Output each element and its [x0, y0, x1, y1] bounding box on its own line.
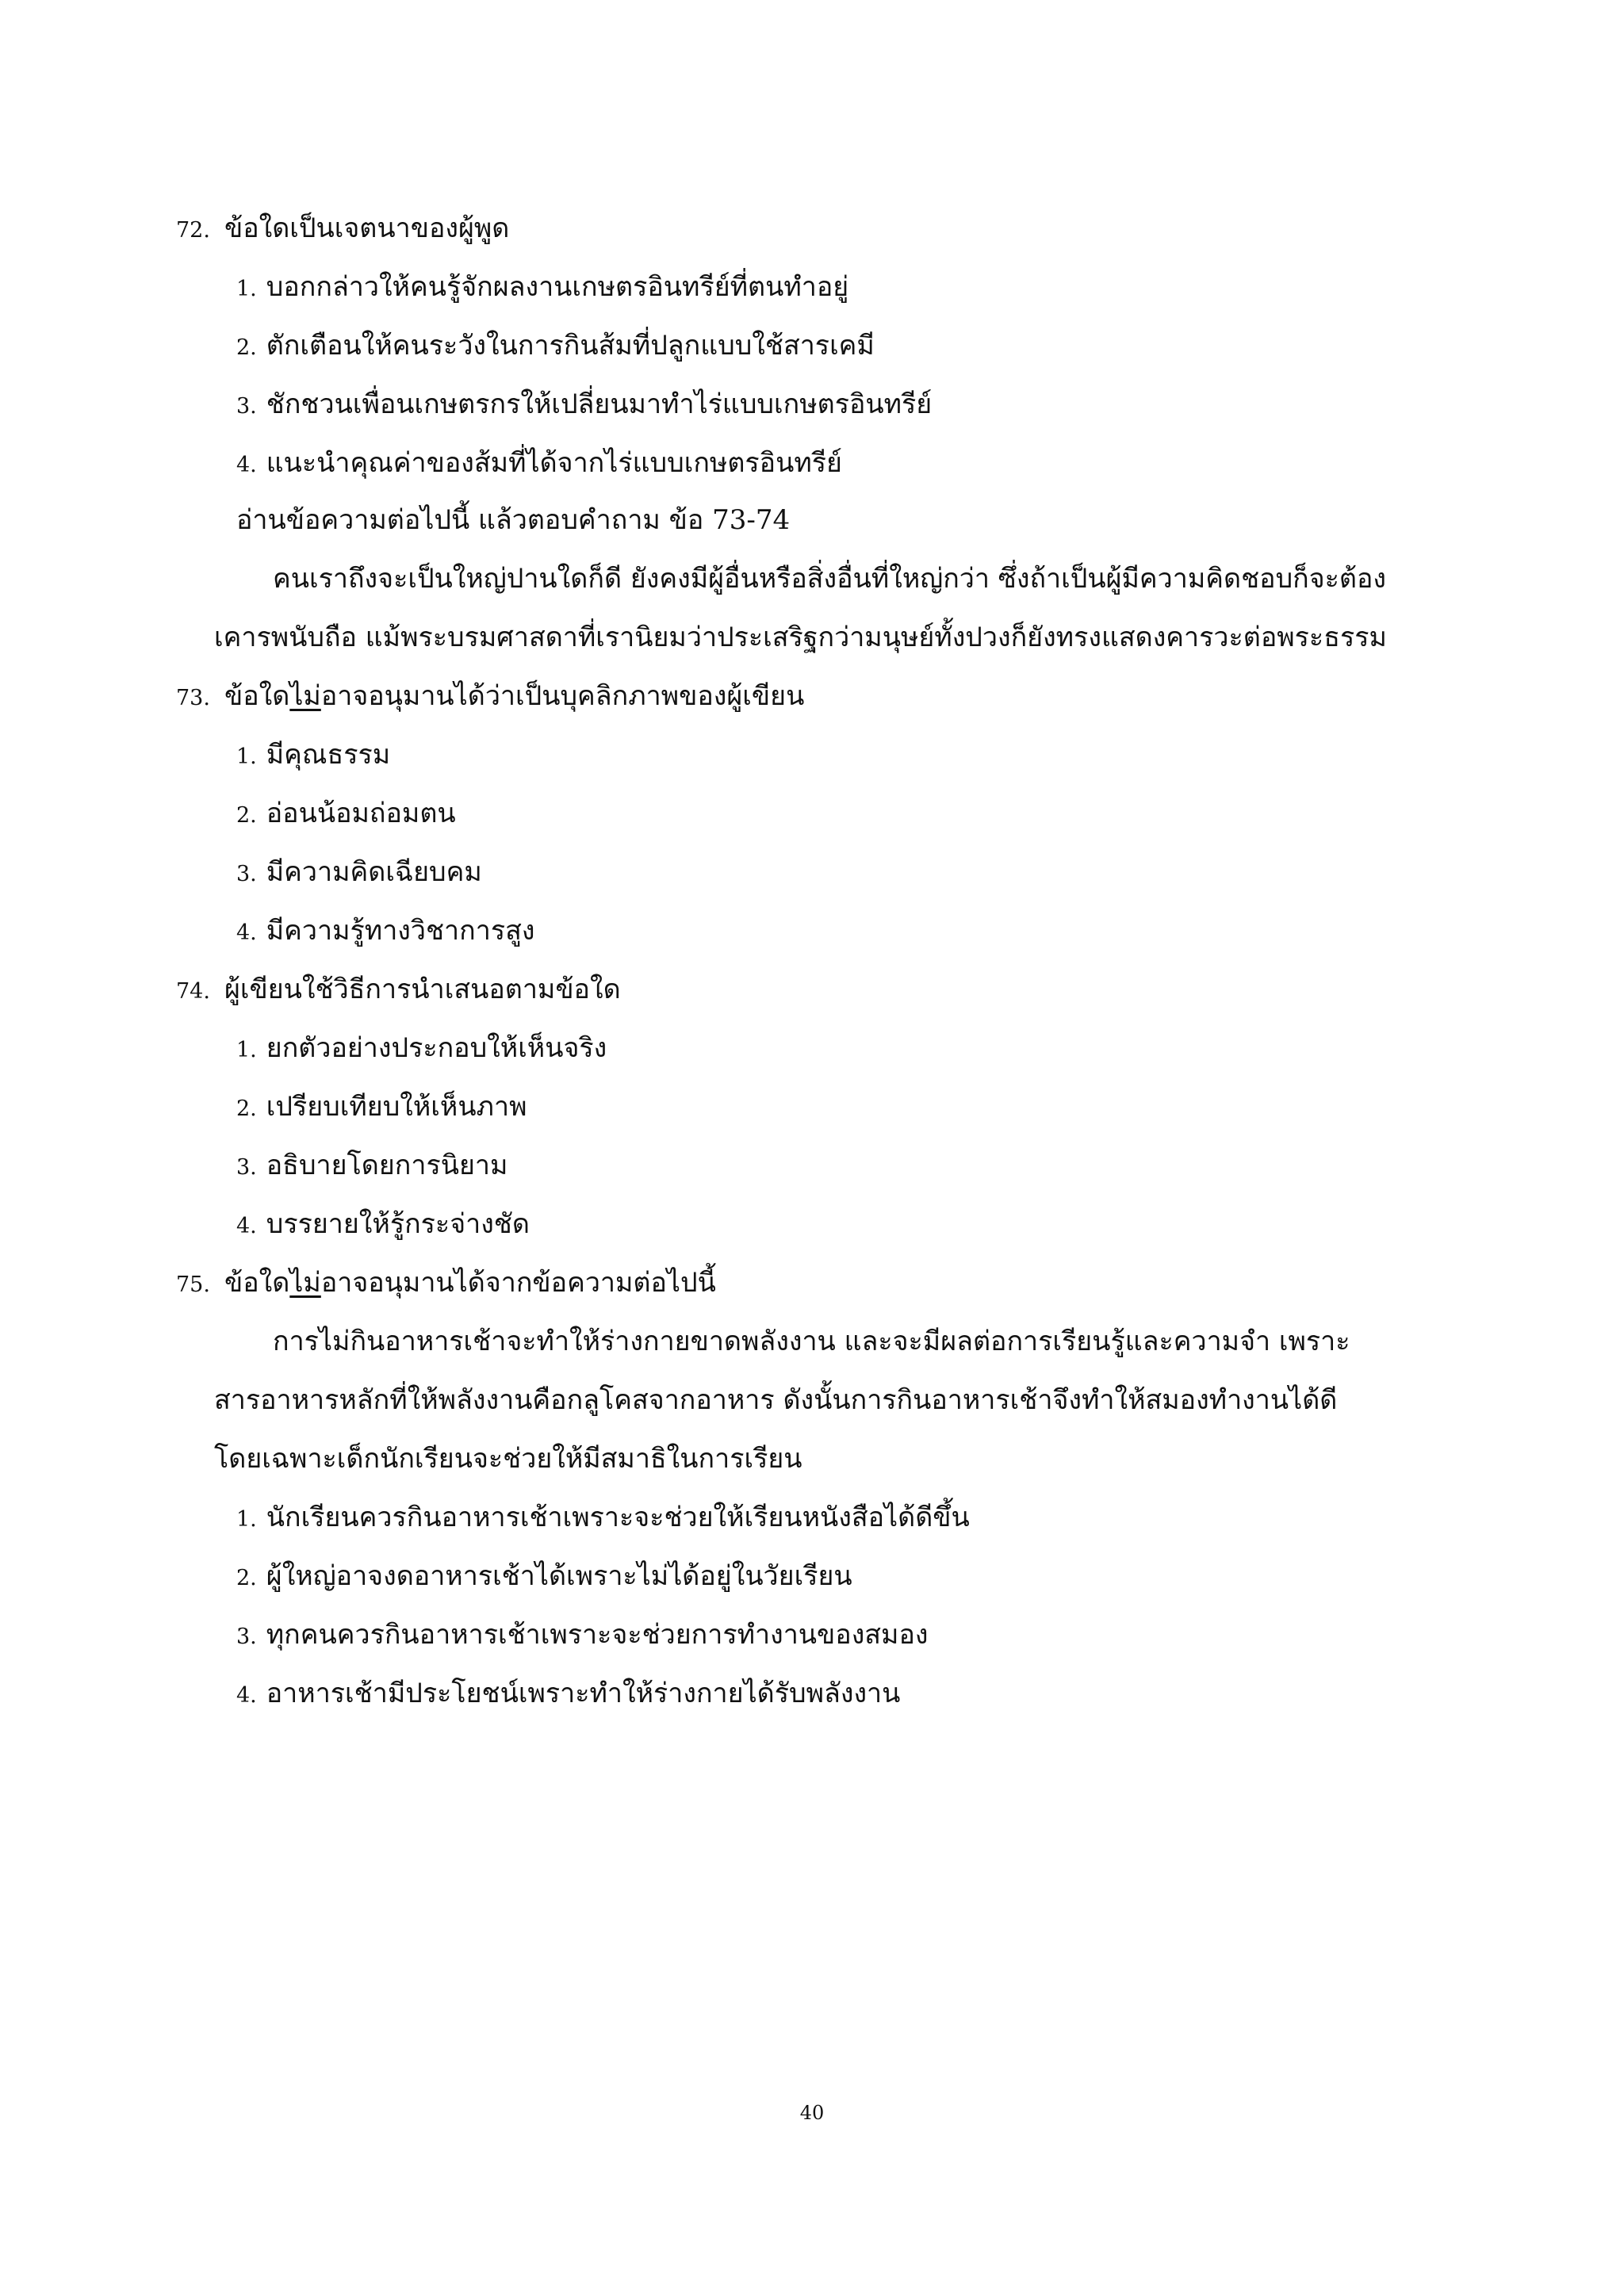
option-number: 3.: [236, 394, 257, 419]
option-text: เปรียบเทียบให้เห็นภาพ: [266, 1091, 527, 1123]
option-number: 4.: [236, 1214, 257, 1238]
page-number: 40: [799, 2102, 825, 2124]
passage-line: คนเราถึงจะเป็นใหญ่ปานใดก็ดี ยังคงมีผู้อื่นหรือสิ่งอื่นที่ใหญ่กว่า ซึ่งถ้าเป็นผู้มีความคิดชอบก็จะต้อง: [273, 563, 1387, 595]
option-number: 1.: [236, 277, 257, 301]
option: [236, 1617, 929, 1652]
option-number: 2.: [236, 1096, 257, 1121]
option-number: 2.: [236, 1566, 257, 1590]
option-number: 1.: [236, 1038, 257, 1062]
option: [236, 1031, 607, 1066]
option-text: ผู้ใหญ่อาจงดอาหารเช้าได้เพราะไม่ได้อยู่ในวัยเรียน: [266, 1560, 852, 1592]
option-text: มีความรู้ทางวิชาการสูง: [266, 915, 535, 947]
question-75: [176, 1265, 716, 1300]
option-number: 3.: [236, 1155, 257, 1180]
option: [236, 328, 875, 363]
option: [236, 1089, 527, 1124]
question-number: 75.: [176, 1272, 210, 1297]
option-text: มีคุณธรรม: [266, 739, 391, 771]
question-text-underlined: ไม่: [289, 1267, 321, 1299]
question-number: 74.: [176, 979, 210, 1004]
option-text: บอกกล่าวให้คนรู้จักผลงานเกษตรอินทรีย์ที่ตนทำอยู่: [266, 271, 849, 303]
question-text-underlined: ไม่: [289, 680, 321, 712]
option-text: บรรยายให้รู้กระจ่างชัด: [266, 1208, 530, 1240]
option: [236, 855, 482, 890]
option-number: 1.: [236, 744, 257, 769]
option: [236, 1559, 852, 1594]
option-text: ชักชวนเพื่อนเกษตรกรให้เปลี่ยนมาทำไร่แบบเกษตรอินทรีย์: [266, 388, 933, 420]
question-text: ผู้เขียนใช้วิธีการนำเสนอตามข้อใด: [224, 974, 621, 1005]
question-number: 72.: [176, 218, 210, 243]
option-text: อธิบายโดยการนิยาม: [266, 1150, 508, 1181]
option: [236, 796, 456, 831]
option: [236, 1676, 900, 1711]
question-72: [176, 211, 509, 246]
question-73: [176, 679, 804, 714]
option: [236, 1207, 530, 1242]
question-text-pre: ข้อใด: [224, 1267, 290, 1299]
option-number: 3.: [236, 862, 257, 886]
question-74: [176, 972, 621, 1007]
option-number: 1.: [236, 1507, 257, 1532]
option-text: มีความคิดเฉียบคม: [266, 856, 482, 888]
passage-line: สารอาหารหลักที่ให้พลังงานคือกลูโคสจากอาหาร ดังนั้นการกินอาหารเช้าจึงทำให้สมองทำงานได้ดี: [214, 1384, 1338, 1416]
question-text-post: อาจอนุมานได้จากข้อความต่อไปนี้: [320, 1267, 716, 1299]
option: [236, 270, 848, 304]
option: [236, 1500, 970, 1535]
passage-line: โดยเฉพาะเด็กนักเรียนจะช่วยให้มีสมาธิในการเรียน: [214, 1443, 802, 1475]
option-text: อาหารเช้ามีประโยชน์เพราะทำให้ร่างกายได้รับพลังงาน: [266, 1678, 901, 1709]
instruction: อ่านข้อความต่อไปนี้ แล้วตอบคำถาม ข้อ 73-74: [236, 504, 791, 536]
option-number: 2.: [236, 803, 257, 828]
option-number: 4.: [236, 1683, 257, 1708]
question-text: ข้อใดเป็นเจตนาของผู้พูด: [224, 212, 510, 244]
question-text-pre: ข้อใด: [224, 680, 290, 712]
option: [236, 913, 534, 948]
option-number: 4.: [236, 453, 257, 477]
passage-line: การไม่กินอาหารเช้าจะทำให้ร่างกายขาดพลังงาน และจะมีผลต่อการเรียนรู้และความจำ เพราะ: [273, 1326, 1350, 1357]
option: [236, 446, 842, 480]
question-text-post: อาจอนุมานได้ว่าเป็นบุคลิกภาพของผู้เขียน: [320, 680, 805, 712]
option-number: 2.: [236, 335, 257, 360]
option: [236, 387, 932, 422]
option-text: ตักเตือนให้คนระวังในการกินส้มที่ปลูกแบบใช้สารเคมี: [266, 330, 875, 362]
option-text: ยกตัวอย่างประกอบให้เห็นจริง: [266, 1032, 607, 1064]
option-number: 4.: [236, 920, 257, 945]
question-number: 73.: [176, 686, 210, 710]
option: [236, 1148, 508, 1183]
option-text: นักเรียนควรกินอาหารเช้าเพราะจะช่วยให้เรียนหนังสือได้ดีขึ้น: [266, 1502, 970, 1533]
option-number: 3.: [236, 1624, 257, 1649]
option-text: แนะนำคุณค่าของส้มที่ได้จากไร่แบบเกษตรอินทรีย์: [266, 447, 842, 479]
option: [236, 737, 390, 772]
passage-line: เคารพนับถือ แม้พระบรมศาสดาที่เรานิยมว่าประเสริฐกว่ามนุษย์ทั้งปวงก็ยังทรงแสดงคารวะต่อพระธรรม: [214, 622, 1387, 653]
option-text: ทุกคนควรกินอาหารเช้าเพราะจะช่วยการทำงานของสมอง: [266, 1619, 929, 1651]
option-text: อ่อนน้อมถ่อมตน: [266, 798, 456, 829]
